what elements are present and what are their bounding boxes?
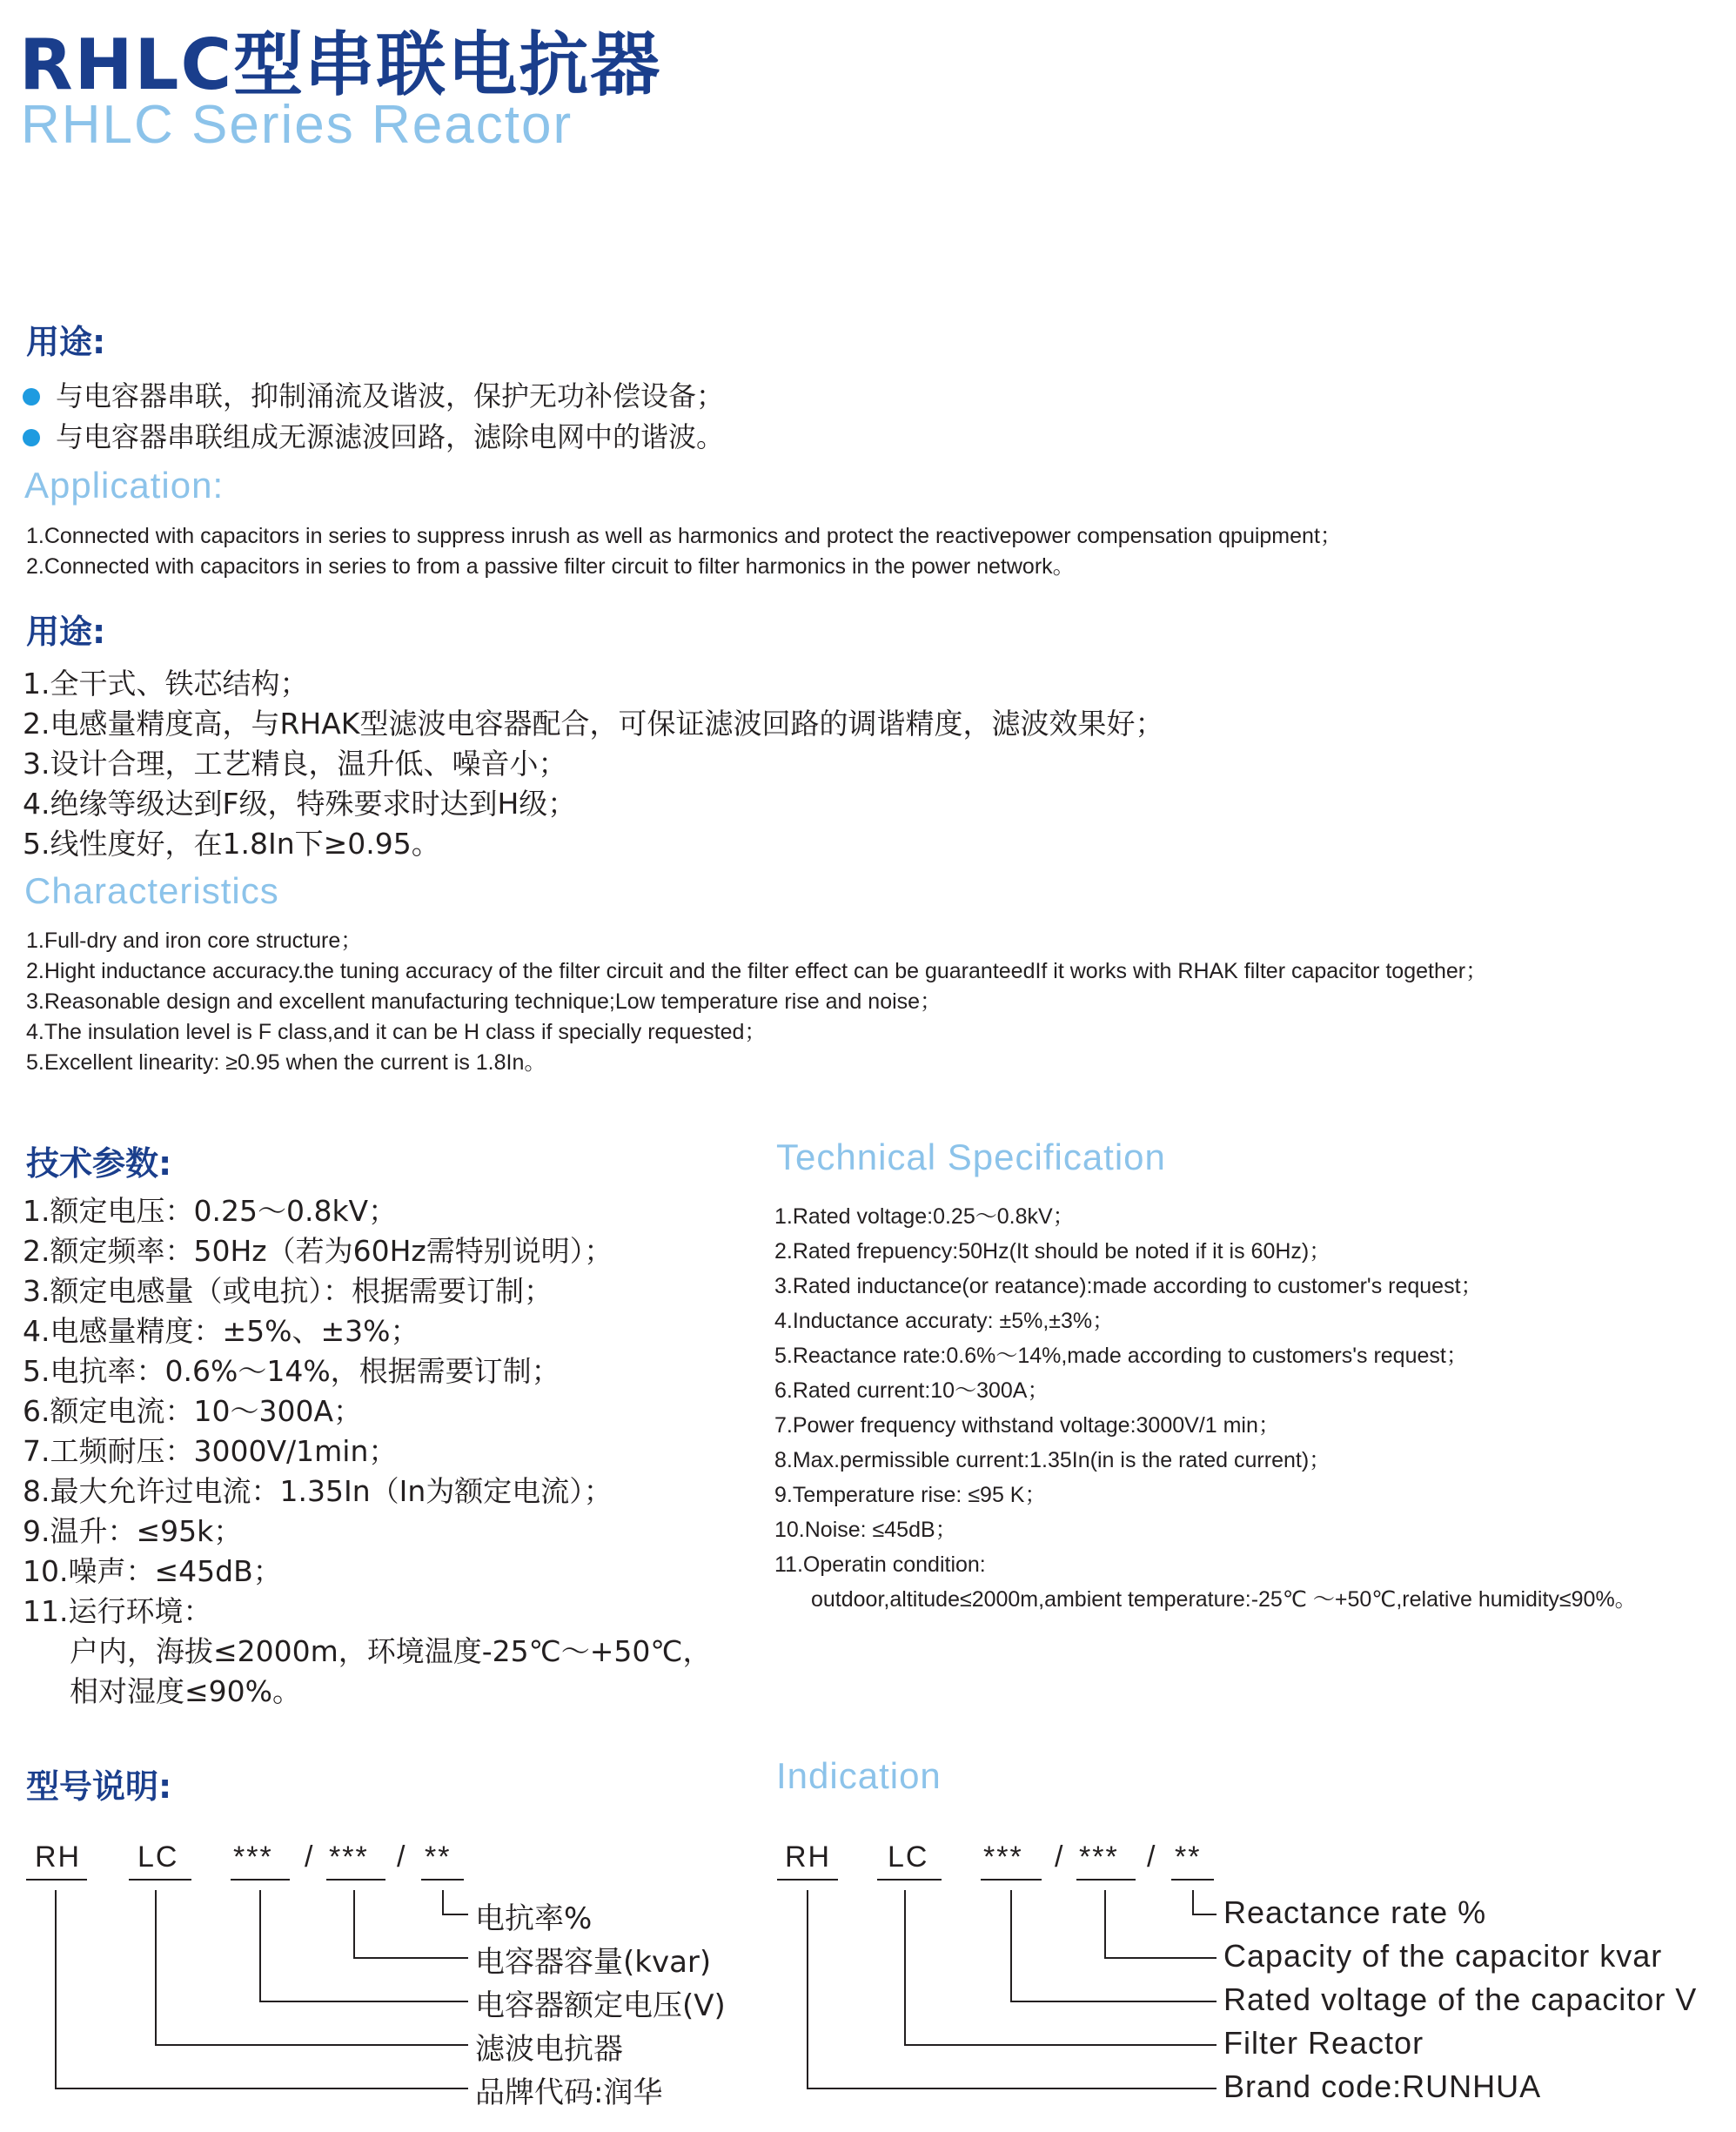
list-item: 1.全干式、铁芯结构； [23,667,309,701]
list-item: 6.额定电流：10～300A； [23,1394,363,1428]
code-reactance: ** [425,1840,452,1874]
code-type: LC [137,1840,179,1874]
label-reactance-rate-en: Reactance rate % [1223,1894,1487,1930]
code-separator: / [1147,1840,1157,1874]
code-brand: RH [35,1840,82,1874]
label-brand-code-cn: 品牌代码:润华 [475,2075,663,2110]
list-item: 2.Rated frepuency:50Hz(It should be noted if it is 60Hz)； [774,1239,1331,1264]
list-item: 2.Connected with capacitors in series to from a passive filter circuit to filter harmonics in the power network。 [26,554,1075,579]
list-item: 户内，海拔≤2000m，环境温度-25℃～+50℃， [70,1634,712,1668]
label-capacity-en: Capacity of the capacitor kvar [1223,1938,1663,1974]
code-separator: / [1055,1840,1065,1874]
list-item: 11.运行环境： [23,1594,212,1628]
list-item: 1.额定电压：0.25～0.8kV； [23,1194,398,1228]
characteristics-heading-cn: 用途: [26,613,106,651]
list-item: 7.工频耐压：3000V/1min； [23,1434,398,1468]
code-capacity: *** [1079,1840,1119,1874]
list-item: 4.电感量精度：±5%、±3%； [23,1314,419,1348]
list-item: 11.Operatin condition: [774,1552,986,1577]
characteristics-heading-en: Characteristics [24,870,279,911]
list-item: 1.Full-dry and iron core structure； [26,929,363,953]
list-item: 4.Inductance accuraty: ±5%,±3%； [774,1309,1115,1333]
list-item: 相对湿度≤90%。 [70,1674,301,1708]
list-item: 1.Rated voltage:0.25～0.8kV； [774,1204,1075,1229]
list-item: 与电容器串联组成无源滤波回路，滤除电网中的谐波。 [23,417,724,458]
code-reactance: ** [1175,1840,1202,1874]
list-item: 9.Temperature rise: ≤95 K； [774,1483,1047,1507]
code-separator: / [305,1840,315,1874]
technical-heading-en: Technical Specification [776,1136,1166,1177]
code-capacity: *** [329,1840,369,1874]
code-voltage: *** [233,1840,273,1874]
list-item: 8.Max.permissible current:1.35In(in is the rated current)； [774,1448,1331,1472]
indication-heading-en: Indication [776,1755,942,1796]
list-item: 3.Reasonable design and excellent manufacturing technique;Low temperature rise and noise； [26,989,942,1014]
list-item: 5.Reactance rate:0.6%～14%,made according to customers's request； [774,1344,1468,1368]
list-item: 3.设计合理，工艺精良，温升低、噪音小； [23,747,567,781]
list-item: 2.电感量精度高，与RHAK型滤波电容器配合，可保证滤波回路的调谐精度，滤波效果好； [23,707,1164,741]
label-voltage-en: Rated voltage of the capacitor V [1223,1981,1698,2017]
list-item: 5.线性度好，在1.8In下≥0.95。 [23,827,440,861]
list-item: 4.绝缘等级达到F级，特殊要求时达到H级； [23,787,577,821]
list-item: 10.噪声：≤45dB； [23,1554,282,1588]
list-item: 10.Noise: ≤45dB； [774,1518,957,1542]
application-heading-en: Application: [24,465,225,506]
label-capacity-cn: 电容器容量(kvar) [475,1945,712,1980]
list-item: 1.Connected with capacitors in series to suppress inrush as well as harmonics and protect the reactivepower compensation qpuipment； [26,524,1342,548]
list-item: 5.Excellent linearity: ≥0.95 when the current is 1.8In。 [26,1050,546,1075]
list-item: 6.Rated current:10～300A； [774,1378,1049,1403]
list-item: 5.电抗率：0.6%～14%，根据需要订制； [23,1354,560,1388]
label-brand-code-en: Brand code:RUNHUA [1223,2068,1542,2104]
application-heading-cn: 用途: [26,323,106,361]
label-filter-reactor-en: Filter Reactor [1223,2025,1424,2061]
page-title-en: RHLC Series Reactor [21,95,573,155]
list-item: 3.Rated inductance(or reatance):made according to customer's request； [774,1274,1483,1298]
technical-heading-cn: 技术参数: [26,1144,172,1183]
list-item: 8.最大允许过电流：1.35In（In为额定电流）； [23,1474,613,1508]
code-voltage: *** [983,1840,1023,1874]
code-brand: RH [785,1840,832,1874]
list-item: 7.Power frequency withstand voltage:3000V/1 min； [774,1413,1280,1438]
list-item: 2.Hight inductance accuracy.the tuning accuracy of the filter circuit and the filter effect can be guaranteedIf it works with RHAK filter capacitor together； [26,959,1488,983]
list-item: 4.The insulation level is F class,and it can be H class if specially requested； [26,1020,767,1044]
code-type: LC [888,1840,929,1874]
label-voltage-cn: 电容器额定电压(V) [475,1988,726,2023]
code-separator: / [397,1840,407,1874]
list-item: outdoor,altitude≤2000m,ambient temperature:-25℃ ～+50℃,relative humidity≤90%。 [811,1587,1637,1612]
page-title-cn: RHLC型串联电抗器 [19,24,662,105]
list-item: 3.额定电感量（或电抗）：根据需要订制； [23,1274,553,1308]
indication-heading-cn: 型号说明: [26,1767,172,1806]
list-item: 与电容器串联，抑制涌流及谐波，保护无功补偿设备； [23,376,724,417]
label-reactance-rate-cn: 电抗率% [475,1901,593,1936]
list-item: 2.额定频率：50Hz（若为60Hz需特别说明）； [23,1234,613,1268]
list-item: 9.温升：≤95k； [23,1514,243,1548]
label-filter-reactor-cn: 滤波电抗器 [475,2032,623,2067]
